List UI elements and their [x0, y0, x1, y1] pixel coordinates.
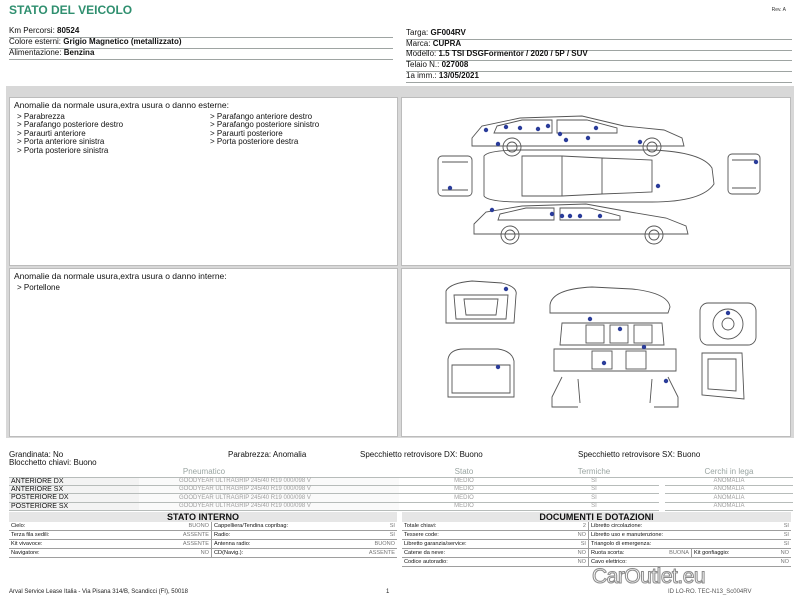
exterior-car-diagram	[401, 97, 791, 266]
stato-interno-title: STATO INTERNO	[9, 512, 397, 522]
exterior-damage-list-2	[210, 113, 319, 147]
summary-specchietto-dx: Specchietto retrovisore DX: Buono	[360, 450, 483, 459]
tyres-header-termiche: Termiche	[529, 468, 659, 477]
interior-car-drawing	[402, 269, 790, 436]
revision-label: Rev. A	[771, 7, 786, 13]
table-row: Libretto garanzia/service: SI Triangolo di emergenza: SI	[404, 541, 789, 547]
tyres-header-cerchi: Cerchi in lega	[665, 468, 793, 477]
footer-document-code: ID LO-RO. TEC-N13_Sc004RV	[668, 589, 752, 595]
list-item: > Portellone	[17, 283, 60, 292]
table-row: POSTERIORE SX GOODYEAR ULTRAGRIP 245/40 R19 000/098 V MEDIO SI ANOMALIA	[9, 502, 793, 510]
table-row: POSTERIORE DX GOODYEAR ULTRAGRIP 245/40 R19 000/098 V MEDIO SI ANOMALIA	[9, 494, 793, 502]
documenti-title: DOCUMENTI E DOTAZIONI	[402, 512, 791, 522]
list-item: > Parabrezza	[17, 112, 65, 121]
exterior-damage-title: Anomalie da normale usura,extra usura o danno esterne:	[14, 100, 229, 110]
watermark-logo: CarOutlet.eu	[592, 565, 706, 588]
list-item: > Paraurti anteriore	[17, 128, 86, 138]
table-row: Kit vivavoce: ASSENTE Antenna radio: BUONO	[11, 541, 395, 547]
table-row: Terza fila sedili: ASSENTE Radio: SI	[11, 532, 395, 538]
interior-damage-panel	[9, 268, 398, 437]
table-row: Codice autoradio: NO Cavo elettrico: NO	[404, 559, 789, 565]
summary-grandinata: Grandinata: No	[9, 450, 64, 459]
list-item: > Porta anteriore sinistra	[17, 137, 105, 147]
list-item: > Parafango posteriore sinistro	[210, 120, 320, 130]
footer-page-number: 1	[386, 589, 390, 595]
info-marca: Marca: CUPRA	[406, 40, 792, 51]
list-item: > Paraurti posteriore	[210, 128, 283, 138]
summary-blocchetto: Blocchetto chiavi: Buono	[9, 458, 97, 467]
info-telaio: Telaio N.: 027008	[406, 61, 792, 72]
info-km: Km Percorsi: 80524	[9, 27, 393, 38]
footer-address: Arval Service Lease Italia - Via Pisana 314/B, Scandicci (FI), 50018	[9, 589, 188, 595]
info-targa: Targa: GF004RV	[406, 29, 792, 40]
info-modello: Modello: 1.5 TSI DSGFormentor / 2020 / 5P / SUV	[406, 50, 792, 61]
info-colore: Colore esterni: Grigio Magnetico (metallizzato)	[9, 38, 393, 49]
list-item: > Porta posteriore sinistra	[17, 145, 109, 155]
info-immatricolazione: 1a imm.: 13/05/2021	[406, 72, 792, 83]
table-row: Navigatore: NO CD(Navig.): ASSENTE	[11, 550, 395, 556]
interior-damage-list	[17, 284, 60, 292]
info-alimentazione: Alimentazione: Benzina	[9, 49, 393, 60]
table-row: Totale chiavi: 2 Libretto circolazione: SI	[404, 523, 789, 529]
table-row: ANTERIORE SX GOODYEAR ULTRAGRIP 245/40 R19 000/098 V MEDIO SI ANOMALIA	[9, 485, 793, 493]
tyres-header-pneumatico: Pneumatico	[9, 468, 399, 477]
table-row: Tessere code: NO Libretto uso e manutenzione: SI	[404, 532, 789, 538]
table-row: ANTERIORE DX GOODYEAR ULTRAGRIP 245/40 R19 000/098 V MEDIO SI ANOMALIA	[9, 477, 793, 485]
summary-specchietto-sx: Specchietto retrovisore SX: Buono	[578, 450, 701, 459]
tyres-table	[9, 468, 793, 511]
table-row: Cielo: BUONO Cappelliera/Tendina copribag: SI	[11, 523, 395, 529]
list-item: > Parafango anteriore destro	[210, 112, 313, 121]
exterior-car-drawing	[402, 98, 790, 265]
summary-parabrezza: Parabrezza: Anomalia	[228, 450, 307, 459]
table-row: Catene da neve: NO Ruota scorta: BUONA Kit gonfiaggio: NO	[404, 550, 789, 556]
list-item: > Porta posteriore destra	[210, 137, 299, 147]
exterior-damage-panel	[9, 97, 398, 266]
exterior-damage-list-1	[17, 113, 123, 155]
page-title: STATO DEL VEICOLO	[9, 3, 133, 17]
list-item: > Parafango posteriore destro	[17, 120, 124, 130]
tyres-header-stato: Stato	[399, 468, 529, 477]
interior-damage-title: Anomalie da normale usura,extra usura o danno interne:	[14, 271, 227, 281]
interior-car-diagram	[401, 268, 791, 437]
